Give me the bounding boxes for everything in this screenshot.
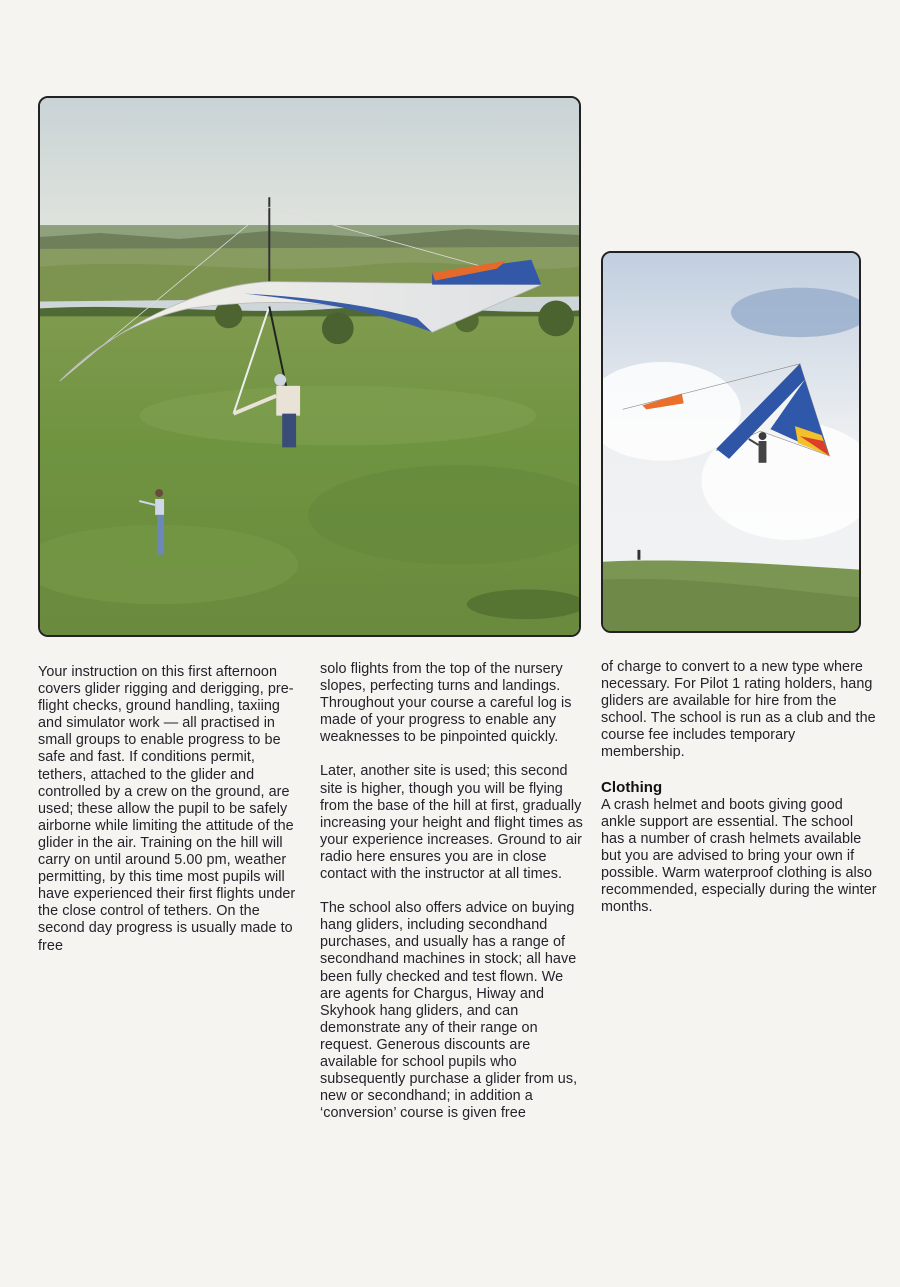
text-column-1 <box>38 664 306 955</box>
paragraph: solo flights from the top of the nursery slopes, perfecting turns and landings. Throughout your course a careful log is made of your progress to enable any weaknesses to be pinpointed quickly. <box>320 661 572 746</box>
paragraph: A crash helmet and boots giving good ankle support are essential. The school has a number of crash helmets available but you are advised to bring your own if possible. Warm waterproof clothing is also recommended, especially during the winter months. <box>601 796 877 916</box>
paragraph: The school also offers advice on buying hang gliders, including secondhand purchases, and usually has a range of secondhand machines in stock; all have been fully checked and test flown. We are agents for Chargus, Hiway and Skyhook hang gliders, and can demonstrate any of their range on request. Generous discounts are available for school pupils who subsequently purchase a glider from us, new or secondhand; in addition a ‘conversion’ course is given free <box>320 900 578 1122</box>
paragraph: Later, another site is used; this second site is higher, though you will be flying from the base of the hill at first, gradually increasing your height and flight times as your experience increases. Ground to air radio here ensures you are in close contact with the instructor at all times. <box>320 763 583 883</box>
hang-glider-flight-photo <box>603 253 859 631</box>
section-heading: Clothing <box>601 778 663 796</box>
main-photo <box>38 96 581 637</box>
paragraph: Your instruction on this first afternoon covers glider rigging and derigging, pre-flight checks, ground handling, taxiing and simulator work — all practised in small groups to enable progress to be safe and fast. If conditions permit, tethers, attached to the glider and controlled by a crew on the ground, are used; these allow the pupil to be safely airborne while limiting the attitude of the glider in the air. Training on the hill will carry on until around 5.00 pm, weather permitting, by this time most pupils will have experienced their first flights under the close control of tethers. On the second day progress is usually made to free <box>38 664 296 954</box>
hang-glider-ground-photo <box>40 98 579 635</box>
text-column-2 <box>320 661 588 1122</box>
text-column-3 <box>601 659 877 916</box>
paragraph: of charge to convert to a new type where necessary. For Pilot 1 rating holders, hang gliders are available for hire from the school. The school is run as a club and the course fee includes temporary membership. <box>601 659 876 761</box>
side-photo <box>601 251 861 633</box>
